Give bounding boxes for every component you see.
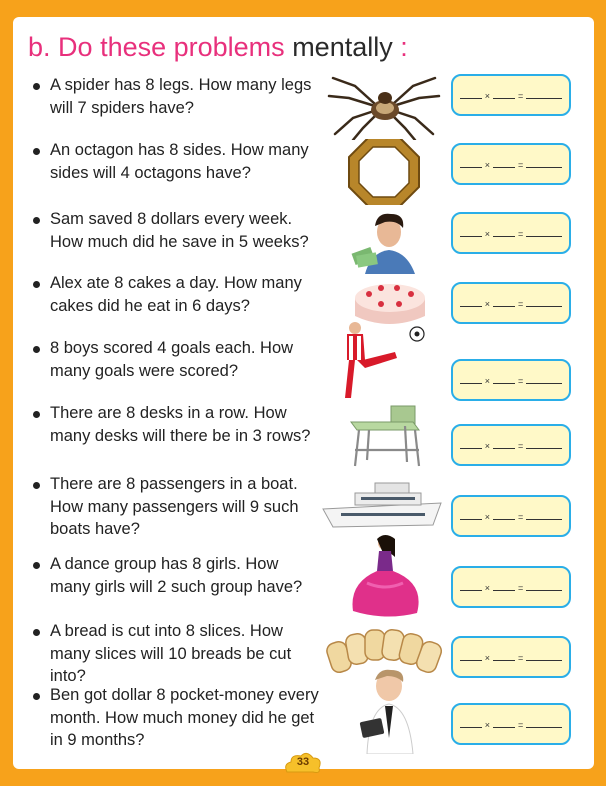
bullet [33,693,40,700]
bullet [33,83,40,90]
page-number: 33 [296,756,310,768]
heading-dark-text: mentally [292,32,393,62]
bullet [33,346,40,353]
problem-text: There are 8 passengers in a boat. How many passengers will 9 such boats have? [50,475,299,538]
problem-text: A bread is cut into 8 slices. How many slices will 10 breads be cut into? [50,622,292,685]
answer-box[interactable]: × = [451,143,571,185]
heading-letter: b. [28,32,51,62]
bullet [33,148,40,155]
problem-text: A dance group has 8 girls. How many girls will 2 such group have? [50,555,303,596]
dancing-girl-image [325,533,443,621]
answer-box[interactable]: × = [451,636,571,678]
answer-box[interactable]: × = [451,424,571,466]
boy-with-wallet-image [325,668,443,754]
section-heading [28,30,408,64]
boy-with-money-image [325,208,443,274]
heading-colon: : [400,32,408,62]
bullet [33,562,40,569]
answer-box[interactable]: × = [451,212,571,254]
problem-text: Sam saved 8 dollars every week. How much did he save in 5 weeks? [50,210,309,251]
school-desk-image [325,402,443,468]
answer-box[interactable]: × = [451,359,571,401]
problem-text: 8 boys scored 4 goals each. How many goals were scored? [50,339,294,380]
problem-text: Ben got dollar 8 pocket-money every month. How much money did he get in 9 months? [50,686,319,749]
bullet [33,482,40,489]
problem-text: Alex ate 8 cakes a day. How many cakes did he eat in 6 days? [50,274,302,315]
bullet [33,217,40,224]
problem-text: A spider has 8 legs. How many legs will 7 spiders have? [50,76,312,117]
bullet [33,281,40,288]
answer-box[interactable]: × = [451,566,571,608]
bullet [33,629,40,636]
answer-box[interactable]: × = [451,495,571,537]
heading-pink-text: Do these problems [58,32,285,62]
answer-box[interactable]: × = [451,74,571,116]
problem-text: An octagon has 8 sides. How many sides will 4 octagons have? [50,141,309,182]
boat-image [317,473,443,539]
bullet [33,411,40,418]
octagon-frame-image [325,139,443,205]
football-player-image [325,320,443,404]
problem-text: There are 8 desks in a row. How many desks will there be in 3 rows? [50,404,311,445]
spider-image [325,74,443,140]
answer-box[interactable]: × = [451,703,571,745]
answer-box[interactable]: × = [451,282,571,324]
